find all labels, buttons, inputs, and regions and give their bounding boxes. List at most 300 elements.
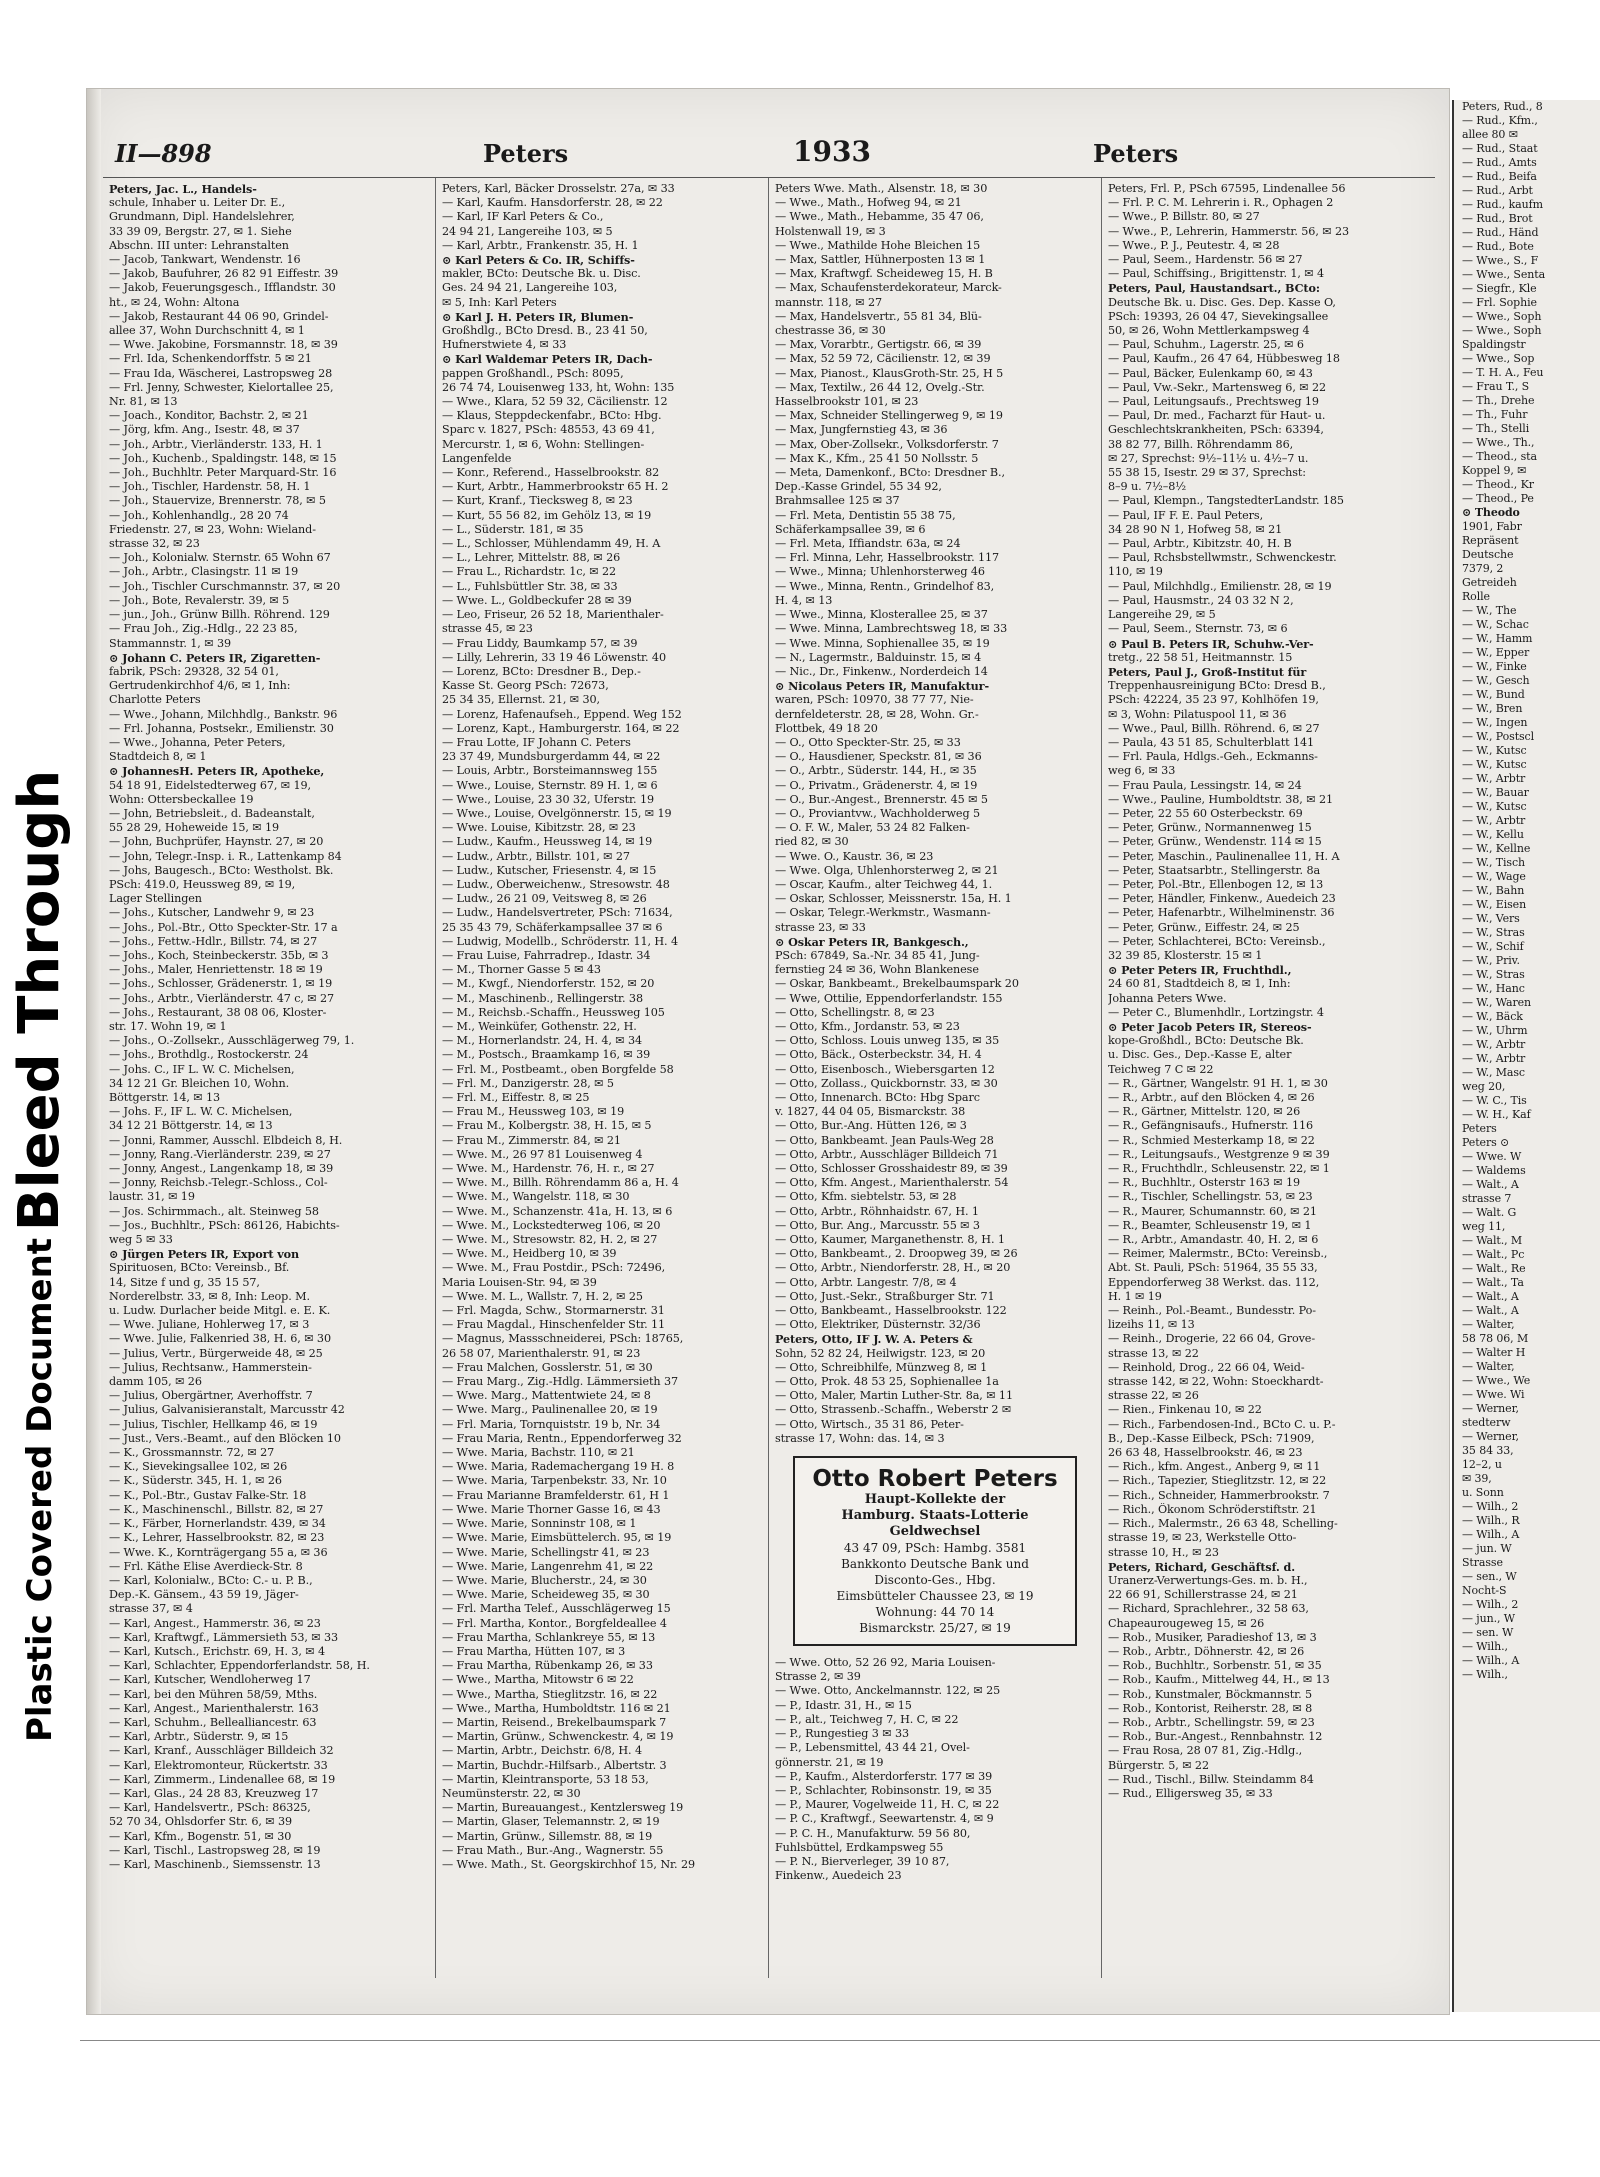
directory-entry: 110, ✉ 19	[1108, 565, 1163, 579]
directory-entry: — Wwe. Maria, Bachstr. 110, ✉ 21	[442, 1446, 635, 1460]
directory-entry: pappen Großhandl., PSch: 8095,	[442, 366, 624, 380]
directory-entry: u. Sonn	[1462, 1486, 1504, 1499]
directory-entry: — Otto, Arbtr. Langestr. 7/8, ✉ 4	[775, 1275, 957, 1289]
directory-entry: — Joh., Arbtr., Clasingstr. 11 ✉ 19	[109, 565, 299, 579]
directory-entry: — Otto, Arbtr., Niendorferstr. 28, H., ✉ 20	[775, 1261, 1011, 1275]
directory-entry: — Joh., Arbtr., Vierländerstr. 133, H. 1	[109, 437, 323, 451]
directory-entry: — Jos., Buchhltr., PSch: 86126, Habichts-	[109, 1218, 340, 1232]
directory-entry: — W., Kutsc	[1462, 744, 1527, 757]
directory-entry: — Frl. Magda, Schw., Stormarnerstr. 31	[442, 1304, 665, 1318]
directory-entry: — Wilh., A	[1462, 1654, 1520, 1667]
directory-entry: Bürgerstr. 5, ✉ 22	[1108, 1758, 1209, 1772]
bleed-through-text: Bleed Through	[7, 769, 73, 1231]
directory-page	[86, 88, 1450, 2015]
directory-entry: — Frau M., Zimmerstr. 84, ✉ 21	[442, 1133, 621, 1147]
directory-entry: — W., Bäck	[1462, 1010, 1523, 1023]
directory-entry: — Otto, Bankbeamt., 2. Droopweg 39, ✉ 26	[775, 1247, 1018, 1261]
directory-entry: 54 18 91, Eidelstedterweg 67, ✉ 19,	[109, 778, 312, 792]
directory-entry: — Joh., Tischler Curschmannstr. 37, ✉ 20	[109, 579, 341, 593]
directory-entry: — K., Sievekingsallee 102, ✉ 26	[109, 1460, 288, 1474]
directory-entry: — Richard, Sprachlehrer., 32 58 63,	[1108, 1602, 1309, 1616]
directory-entry: Charlotte Peters	[109, 693, 201, 707]
directory-entry: — P., Schlachter, Robinsonstr. 19, ✉ 35	[775, 1783, 992, 1797]
directory-entry: ⊙ Jürgen Peters IR, Export von	[109, 1247, 300, 1262]
directory-entry: — Oscar, Kaufm., alter Teichweg 44, 1.	[775, 877, 993, 891]
directory-entry: — W., Wage	[1462, 870, 1526, 883]
directory-entry: weg 20,	[1462, 1080, 1506, 1093]
directory-entry: ⊙ Johann C. Peters IR, Zigaretten-	[109, 650, 321, 665]
directory-entry: — Wwe., Mathilde Hohe Bleichen 15	[775, 238, 981, 252]
directory-entry: — Wwe. Marie, Eimsbüttelerch. 95, ✉ 19	[442, 1531, 672, 1545]
ad-line: Bismarckstr. 25/27, ✉ 19	[859, 1621, 1011, 1636]
header-left-word: Peters	[483, 139, 569, 168]
directory-entry: — W., Arbtr	[1462, 1052, 1526, 1065]
directory-entry: — Wwe. L., Goldbeckufer 28 ✉ 39	[442, 593, 632, 607]
directory-entry: — Johs., Fettw.-Hdlr., Billstr. 74, ✉ 27	[109, 934, 318, 948]
directory-entry: — Frl. Maria, Tornquiststr. 19 b, Nr. 34	[442, 1417, 661, 1431]
directory-entry: — Wwe., Louise, Ovelgönnerstr. 15, ✉ 19	[442, 806, 672, 820]
directory-entry: — Otto, Strassenb.-Schaffn., Weberstr 2 ✉	[775, 1403, 1012, 1417]
directory-entry: ✉ 39,	[1462, 1472, 1492, 1485]
directory-entry: — K., Maschinenschl., Billstr. 82, ✉ 27	[109, 1502, 324, 1516]
ad-line: Eimsbütteler Chaussee 23, ✉ 19	[836, 1589, 1034, 1604]
directory-entry: — Walt., Pc	[1462, 1248, 1525, 1261]
plastic-covered-label	[0, 1230, 80, 1750]
directory-entry: — Max, Jungfernstieg 43, ✉ 36	[775, 423, 948, 437]
directory-entry: — Rud., Tischl., Billw. Steindamm 84	[1108, 1772, 1314, 1786]
directory-entry: — W., Postscl	[1462, 730, 1535, 743]
directory-entry: — Paul, Kaufm., 26 47 64, Hübbesweg 18	[1108, 352, 1340, 366]
directory-entry: Deutsche	[1462, 548, 1514, 561]
directory-entry: — Walt., M	[1462, 1234, 1523, 1247]
directory-entry: Strasse 2, ✉ 39	[775, 1670, 861, 1684]
directory-entry: — Wwe. M., Hardenstr. 76, H. r., ✉ 27	[442, 1162, 655, 1176]
directory-entry: — Max K., Kfm., 25 41 50 Nollsstr. 5	[775, 451, 979, 465]
directory-entry: Neumünsterstr. 22, ✉ 30	[442, 1786, 581, 1800]
directory-entry: — W., Kellne	[1462, 842, 1531, 855]
directory-entry: Stadtdeich 8, ✉ 1	[109, 750, 207, 764]
directory-entry: 24 94 21, Langereihe 103, ✉ 5	[442, 224, 613, 238]
directory-entry: — Jonni, Rammer, Ausschl. Elbdeich 8, H.	[109, 1133, 343, 1147]
directory-entry: — Martin, Bureauangest., Kentzlersweg 19	[442, 1801, 684, 1815]
directory-entry: ⊙ Karl J. H. Peters IR, Blumen-	[442, 309, 634, 324]
directory-entry: — Otto, Bankbeamt. Jean Pauls-Weg 28	[775, 1133, 994, 1147]
directory-entry: — Karl, Kraftwgf., Lämmersieth 53, ✉ 33	[109, 1630, 339, 1644]
directory-entry: — Magnus, Massschneiderei, PSch: 18765,	[442, 1332, 684, 1346]
directory-entry: Peters, Frl. P., PSch 67595, Lindenallee 56	[1108, 182, 1346, 195]
directory-entry: strasse 10, H., ✉ 23	[1108, 1545, 1219, 1559]
directory-entry: strasse 142, ✉ 22, Wohn: Stoeckhardt-	[1108, 1375, 1324, 1389]
directory-entry: — Karl, Kaufm. Hansdorferstr. 28, ✉ 22	[442, 196, 663, 210]
directory-entry: — Otto, Eisenbosch., Wiebersgarten 12	[775, 1062, 995, 1076]
directory-entry: 25 34 35, Ellernst. 21, ✉ 30,	[442, 693, 600, 707]
directory-entry: — W., Hamm	[1462, 632, 1533, 645]
directory-entry: ✉ 5, Inh: Karl Peters	[442, 295, 557, 309]
directory-entry: — Kurt, Kranf., Tiecksweg 8, ✉ 23	[442, 494, 633, 508]
directory-entry: — Frl. M., Danzigerstr. 28, ✉ 5	[442, 1076, 614, 1090]
directory-entry: 7379, 2	[1462, 562, 1504, 575]
directory-entry: 26 63 48, Hasselbrookstr. 46, ✉ 23	[1108, 1446, 1303, 1460]
directory-entry: Uranerz-Verwertungs-Ges. m. b. H.,	[1108, 1573, 1308, 1587]
directory-entry: — Wwe. Olga, Uhlenhorsterweg 2, ✉ 21	[775, 863, 999, 877]
directory-entry: 34 12 21 Gr. Bleichen 10, Wohn.	[109, 1076, 290, 1090]
directory-entry: — Johs., Kutscher, Landwehr 9, ✉ 23	[109, 906, 315, 920]
directory-entry: H. 4, ✉ 13	[775, 593, 833, 607]
directory-entry: — Wwe. M., Frau Postdir., PSch: 72496,	[442, 1261, 666, 1275]
directory-entry: — Th., Fuhr	[1462, 408, 1528, 421]
directory-entry: — Peter, Maschin., Paulinenallee 11, H. A	[1108, 849, 1340, 863]
directory-entry: — Frl. Martha Telef., Ausschlägerweg 15	[442, 1602, 671, 1616]
directory-entry: — Wilh.,	[1462, 1640, 1508, 1653]
directory-entry: — Theod., Kr	[1462, 478, 1534, 491]
directory-entry: — Karl, Kranf., Ausschläger Billdeich 32	[109, 1744, 334, 1758]
directory-entry: — Rob., Buchhltr., Sorbenstr. 51, ✉ 35	[1108, 1659, 1322, 1673]
directory-entry: ⊙ Peter Jacob Peters IR, Stereos-	[1108, 1019, 1312, 1034]
directory-entry: — Wwe. Minna, Sophienallee 35, ✉ 19	[775, 636, 990, 650]
directory-entry: Großhdlg., BCto Dresd. B., 23 41 50,	[442, 324, 648, 338]
directory-entry: — Frl. Martha, Kontor., Borgfeldeallee 4	[442, 1616, 667, 1630]
header-year: 1933	[793, 135, 871, 168]
directory-entry: — Max, Sattler, Hühnerposten 13 ✉ 1	[775, 253, 986, 267]
directory-entry: — M., Kwgf., Niendorferstr. 152, ✉ 20	[442, 977, 655, 991]
directory-entry: — Johs, Baugesch., BCto: Westholst. Bk.	[109, 863, 334, 877]
directory-entry: — Th., Stelli	[1462, 422, 1530, 435]
directory-entry: — Otto, Schreibhilfe, Münzweg 8, ✉ 1	[775, 1360, 988, 1374]
directory-entry: — Walt., A	[1462, 1178, 1519, 1191]
directory-entry: — Paul, Hausmstr., 24 03 32 N 2,	[1108, 593, 1294, 607]
directory-entry: — T. H. A., Feu	[1462, 366, 1544, 379]
directory-entry: — Wwe. M. L., Wallstr. 7, H. 2, ✉ 25	[442, 1289, 643, 1303]
directory-entry: — Wwe. M., Heidberg 10, ✉ 39	[442, 1247, 617, 1261]
directory-entry: — Jonny, Rang.-Vierländerstr. 239, ✉ 27	[109, 1147, 331, 1161]
directory-entry: Finkenw., Auedeich 23	[775, 1869, 902, 1883]
directory-entry: Koppel 9, ✉	[1462, 464, 1527, 477]
directory-entry: — Wwe., Johann, Milchhdlg., Bankstr. 96	[109, 707, 338, 721]
directory-entry: — Johs., Pol.-Btr., Otto Speckter-Str. 17 a	[109, 920, 338, 934]
directory-entry: — P., alt., Teichweg 7, H. C, ✉ 22	[775, 1712, 959, 1726]
directory-entry: — Joh., Kuchenb., Spaldingstr. 148, ✉ 15	[109, 451, 337, 465]
directory-entry: — Wilh., A	[1462, 1528, 1520, 1541]
directory-entry: — W., Bund	[1462, 688, 1525, 701]
directory-entry: — Rob., Kontorist, Reiherstr. 28, ✉ 8	[1108, 1701, 1313, 1715]
directory-entry: weg 11,	[1462, 1220, 1506, 1233]
directory-entry: — Max, 52 59 72, Cäcilienstr. 12, ✉ 39	[775, 352, 991, 366]
ad-line: Wohnung: 44 70 14	[875, 1605, 995, 1620]
directory-entry: — Wwe., Louise, 23 30 32, Uferstr. 19	[442, 792, 655, 806]
directory-entry: damm 105, ✉ 26	[109, 1375, 202, 1389]
directory-entry: Repräsent	[1462, 534, 1519, 547]
directory-entry: — Paul, Seem., Sternstr. 73, ✉ 6	[1108, 622, 1288, 636]
directory-entry: — Reimer, Malermstr., BCto: Vereinsb.,	[1108, 1247, 1328, 1261]
directory-entry: — Johs., Brothdlg., Rostockerstr. 24	[109, 1048, 309, 1062]
directory-entry: PSch: 42224, 35 23 97, Kohlhöfen 19,	[1108, 693, 1319, 707]
directory-entry: — W., Kutsc	[1462, 800, 1527, 813]
directory-entry: Chapeaurougeweg 15, ✉ 26	[1108, 1616, 1265, 1630]
directory-entry: — Lorenz, BCto: Dresdner B., Dep.-	[442, 664, 641, 678]
directory-entry: 55 38 15, Isestr. 29 ✉ 37, Sprechst:	[1108, 466, 1306, 480]
ad-line: Disconto-Ges., Hbg.	[874, 1573, 996, 1588]
directory-entry: — Wwe., Klara, 52 59 32, Cäcilienstr. 12	[442, 395, 668, 409]
directory-entry: — Otto, Arbtr., Ausschläger Billdeich 71	[775, 1147, 999, 1161]
directory-entry: — P., Lebensmittel, 43 44 21, Ovel-	[775, 1741, 970, 1755]
directory-entry: — Rob., Musiker, Paradieshof 13, ✉ 3	[1108, 1630, 1317, 1644]
directory-entry: 25 35 43 79, Schäferkampsallee 37 ✉ 6	[442, 920, 663, 934]
directory-entry: — K., Grossmannstr. 72, ✉ 27	[109, 1446, 275, 1460]
directory-entry: — P., Maurer, Vogelweide 11, H. C, ✉ 22	[775, 1798, 1000, 1812]
directory-entry: — Oskar, Schlosser, Meissnerstr. 15a, H. 1	[775, 892, 1012, 906]
directory-entry: — Wwe. Marie, Sonninstr 108, ✉ 1	[442, 1517, 637, 1531]
directory-entry: strasse 7	[1462, 1192, 1512, 1205]
directory-entry: — Peter C., Blumenhdlr., Lortzingstr. 4	[1108, 1005, 1324, 1019]
directory-entry: Maria Louisen-Str. 94, ✉ 39	[442, 1275, 597, 1289]
directory-entry: — Rien., Finkenau 10, ✉ 22	[1108, 1403, 1262, 1417]
directory-entry: — O. F. W., Maler, 53 24 82 Falken-	[775, 821, 970, 835]
directory-entry: — Johs., O.-Zollsekr., Ausschlägerweg 79, 1.	[109, 1034, 355, 1048]
directory-entry: Geschlechtskrankheiten, PSch: 63394,	[1108, 423, 1324, 437]
directory-entry: Getreideh	[1462, 576, 1517, 589]
directory-entry: Peters, Otto, IF J. W. A. Peters &	[775, 1332, 973, 1347]
directory-entry: — Rud., Brot	[1462, 212, 1533, 225]
directory-entry: — Wwe. M., Schanzenstr. 41a, H. 13, ✉ 6	[442, 1204, 673, 1218]
directory-entry: — Karl, Tischl., Lastropsweg 28, ✉ 19	[109, 1843, 321, 1857]
directory-entry: — Wwe., Minna; Uhlenhorsterweg 46	[775, 565, 985, 579]
directory-entry: — Frau M., Kolbergstr. 38, H. 15, ✉ 5	[442, 1119, 652, 1133]
directory-entry: — Paul, Vw.-Sekr., Martensweg 6, ✉ 22	[1108, 380, 1326, 394]
directory-entry: u. Disc. Ges., Dep.-Kasse E, alter	[1108, 1048, 1292, 1062]
directory-entry: — Wwe. K., Kornträgergang 55 a, ✉ 36	[109, 1545, 328, 1559]
directory-entry: — Paul, Dr. med., Facharzt für Haut- u.	[1108, 409, 1326, 423]
directory-entry: 50, ✉ 26, Wohn Mettlerkampsweg 4	[1108, 324, 1310, 338]
directory-entry: makler, BCto: Deutsche Bk. u. Disc.	[442, 267, 641, 281]
directory-entry: — Frl. Sophie	[1462, 296, 1537, 309]
directory-entry: — Frl. Minna, Lehr, Hasselbrookstr. 117	[775, 551, 1000, 565]
directory-entry: — Johs. F., IF L. W. C. Michelsen,	[109, 1105, 293, 1119]
directory-entry: — Walt., Ta	[1462, 1276, 1524, 1289]
directory-entry: — Frau Marianne Bramfelderstr. 61, H 1	[442, 1488, 670, 1502]
directory-entry: — Paul, Milchhdlg., Emilienstr. 28, ✉ 19	[1108, 579, 1332, 593]
directory-entry: Hasselbrookstr 101, ✉ 23	[775, 395, 919, 409]
directory-entry: — Wwe. Marg., Paulinenallee 20, ✉ 19	[442, 1403, 658, 1417]
directory-entry: — W., Hanc	[1462, 982, 1525, 995]
directory-entry: ⊙ Peter Peters IR, Fruchthdl.,	[1108, 963, 1292, 978]
directory-entry: strasse 45, ✉ 23	[442, 622, 533, 636]
directory-entry: Peters, Rud., 8	[1462, 100, 1543, 113]
directory-entry: — W., Bahn	[1462, 884, 1525, 897]
directory-entry: — Reinhold, Drog., 22 66 04, Weid-	[1108, 1360, 1305, 1374]
directory-entry: — Wwe., P. J., Peutestr. 4, ✉ 28	[1108, 238, 1280, 252]
directory-entry: — Joh., Bote, Revalerstr. 39, ✉ 5	[109, 593, 290, 607]
ad-line: 43 47 09, PSch: Hambg. 3581	[843, 1541, 1027, 1556]
directory-entry: strasse 32, ✉ 23	[109, 537, 200, 551]
directory-entry: — Wwe. Marie, Schellingstr 41, ✉ 23	[442, 1545, 650, 1559]
directory-entry: — Otto, Bankbeamt., Hasselbrookstr. 122	[775, 1304, 1007, 1318]
directory-entry: — K., Lehrer, Hasselbrookstr. 82, ✉ 23	[109, 1531, 325, 1545]
directory-entry: — Martin, Reisend., Brekelbaumspark 7	[442, 1715, 667, 1729]
directory-entry: — Wwe. Maria, Rademachergang 19 H. 8	[442, 1460, 675, 1474]
directory-entry: — Frau Liddy, Baumkamp 57, ✉ 39	[442, 636, 638, 650]
directory-entry: 58 78 06, M	[1462, 1332, 1529, 1345]
directory-entry: — Max, Schneider Stellingerweg 9, ✉ 19	[775, 409, 1003, 423]
directory-entry: — Peter, Grünw., Eiffestr. 24, ✉ 25	[1108, 920, 1300, 934]
directory-entry: — Ludw., 26 21 09, Veitsweg 8, ✉ 26	[442, 892, 647, 906]
directory-entry: — Peter, Schlachterei, BCto: Vereinsb.,	[1108, 934, 1326, 948]
directory-entry: — K., Pol.-Btr., Gustav Falke-Str. 18	[109, 1488, 307, 1502]
directory-column-3	[769, 178, 1102, 1978]
directory-entry: Stammannstr. 1, ✉ 39	[109, 636, 231, 650]
directory-entry: — R., Gärtner, Wangelstr. 91 H. 1, ✉ 30	[1108, 1076, 1328, 1090]
directory-entry: — Joh., Tischler, Hardenstr. 58, H. 1	[109, 480, 311, 494]
directory-entry: — Wwe., Pauline, Humboldtstr. 38, ✉ 21	[1108, 792, 1333, 806]
directory-entry: Flottbek, 49 18 20	[775, 721, 878, 735]
directory-entry: strasse 13, ✉ 22	[1108, 1346, 1199, 1360]
directory-entry: — Max, Handelsvertr., 55 81 34, Blü-	[775, 309, 982, 323]
directory-entry: laustr. 31, ✉ 19	[109, 1190, 195, 1204]
directory-entry: B., Dep.-Kasse Eilbeck, PSch: 71909,	[1108, 1431, 1315, 1445]
directory-entry: — Siegfr., Kle	[1462, 282, 1537, 295]
directory-entry: — L., Lehrer, Mittelstr. 88, ✉ 26	[442, 551, 621, 565]
directory-entry: — Martin, Grünw., Schwenckestr. 4, ✉ 19	[442, 1730, 674, 1744]
directory-entry: — P. C., Kraftwgf., Seewartenstr. 4, ✉ 9	[775, 1812, 994, 1826]
directory-entry: u. Ludw. Durlacher beide Mitgl. e. E. K.	[109, 1304, 331, 1318]
directory-entry: — Karl, Zimmerm., Lindenallee 68, ✉ 19	[109, 1772, 336, 1786]
directory-entry: — N., Lagermstr., Balduinstr. 15, ✉ 4	[775, 650, 982, 664]
directory-entry: Wohn: Ottersbeckallee 19	[109, 792, 254, 806]
directory-entry: — Paul, Rchsbstellwmstr., Schwenckestr.	[1108, 551, 1337, 565]
directory-entry: — Paul, Schiffsing., Brigittenstr. 1, ✉ 4	[1108, 267, 1325, 281]
directory-entry: ⊙ JohannesH. Peters IR, Apotheke,	[109, 764, 325, 779]
directory-entry: — Kurt, Arbtr., Hammerbrookstr 65 H. 2	[442, 480, 669, 494]
directory-entry: ⊙ Oskar Peters IR, Bankgesch.,	[775, 934, 969, 949]
directory-entry: — Wwe., Martha, Humboldtstr. 116 ✉ 21	[442, 1701, 671, 1715]
directory-entry: Eppendorferweg 38 Werkst. das. 112,	[1108, 1275, 1320, 1289]
directory-entry: — Johs., Maler, Henriettenstr. 18 ✉ 19	[109, 963, 323, 977]
directory-entry: — Otto, Schellingstr. 8, ✉ 23	[775, 1005, 935, 1019]
directory-entry: — Wwe. Louise, Kibitzstr. 28, ✉ 23	[442, 821, 636, 835]
directory-entry: — M., Weinküfer, Gothenstr. 22, H.	[442, 1019, 637, 1033]
directory-entry: — Johs., Koch, Steinbeckerstr. 35b, ✉ 3	[109, 948, 329, 962]
directory-entry: — Karl, bei den Mühren 58/59, Mths.	[109, 1687, 318, 1701]
directory-entry: — Rich., Malermstr., 26 63 48, Schelling-	[1108, 1517, 1338, 1531]
directory-entry: — jun., W	[1462, 1612, 1515, 1625]
directory-column-1	[103, 178, 436, 1978]
directory-entry: — Ludw., Kutscher, Friesenstr. 4, ✉ 15	[442, 863, 657, 877]
directory-entry: Brahmsallee 125 ✉ 37	[775, 494, 900, 508]
directory-entry: — Martin, Buchdr.-Hilfsarb., Albertstr. 3	[442, 1758, 667, 1772]
directory-entry: — R., Schmied Mesterkamp 18, ✉ 22	[1108, 1133, 1315, 1147]
directory-entry: — L., Süderstr. 181, ✉ 35	[442, 522, 584, 536]
directory-entry: — Karl, Arbtr., Süderstr. 9, ✉ 15	[109, 1730, 289, 1744]
directory-entry: schule, Inhaber u. Leiter Dr. E.,	[109, 196, 286, 210]
directory-entry: — Rud., Bote	[1462, 240, 1534, 253]
directory-entry: — Max, Textilw., 26 44 12, Ovelg.-Str.	[775, 380, 985, 394]
directory-entry: — O., Bur.-Angest., Brennerstr. 45 ✉ 5	[775, 792, 988, 806]
ad-lines	[801, 1492, 1069, 1636]
directory-entry: — R., Buchhltr., Osterstr 163 ✉ 19	[1108, 1176, 1300, 1190]
directory-entry: Schäferkampsallee 39, ✉ 6	[775, 522, 926, 536]
directory-entry: Hufnerstwiete 4, ✉ 33	[442, 338, 567, 352]
directory-entry: — Jacob, Tankwart, Wendenstr. 16	[109, 253, 301, 267]
directory-entry: — Otto, Kfm., Jordanstr. 53, ✉ 23	[775, 1019, 960, 1033]
directory-entry: — Paul, Bäcker, Eulenkamp 60, ✉ 43	[1108, 366, 1313, 380]
directory-entry: — Peter, Hafenarbtr., Wilhelminenstr. 36	[1108, 906, 1335, 920]
directory-entry: fabrik, PSch: 29328, 32 54 01,	[109, 664, 279, 678]
directory-entry: 1901, Fabr	[1462, 520, 1522, 533]
directory-entry: — Karl, Arbtr., Frankenstr. 35, H. 1	[442, 238, 639, 252]
directory-entry: — Konr., Referend., Hasselbrookstr. 82	[442, 466, 660, 480]
directory-entry: Peters, Karl, Bäcker Drosselstr. 27a, ✉ 33	[442, 182, 675, 195]
directory-entry: — Frau L., Richardstr. 1c, ✉ 22	[442, 565, 617, 579]
directory-entry: — Wwe. Wi	[1462, 1388, 1525, 1401]
directory-entry: Peters Wwe. Math., Alsenstr. 18, ✉ 30	[775, 182, 988, 195]
directory-entry: — Karl, Angest., Marienthalerstr. 163	[109, 1701, 319, 1715]
directory-entry: — Joach., Konditor, Bachstr. 2, ✉ 21	[109, 409, 309, 423]
directory-entry: — Paula, 43 51 85, Schulterblatt 141	[1108, 735, 1315, 749]
directory-entry: — R., Arbtr., auf den Blöcken 4, ✉ 26	[1108, 1091, 1315, 1104]
directory-entry: — P. C. H., Manufakturw. 59 56 80,	[775, 1826, 971, 1840]
directory-entry: — Julius, Rechtsanw., Hammerstein-	[109, 1360, 312, 1374]
directory-entry: — John, Telegr.-Insp. i. R., Lattenkamp 84	[109, 849, 342, 863]
directory-entry: — Wwe., S., F	[1462, 254, 1539, 267]
directory-entry: Treppenhausreinigung BCto: Dresd B.,	[1108, 679, 1326, 693]
directory-entry: — O., Otto Speckter-Str. 25, ✉ 33	[775, 735, 961, 749]
directory-entry: — Frau Luise, Fahrradrep., Idastr. 34	[442, 948, 651, 962]
directory-entry: — Frau Martha, Hütten 107, ✉ 3	[442, 1644, 626, 1658]
directory-entry: — Walt., Re	[1462, 1262, 1526, 1275]
directory-entry: — Wwe., P. Billstr. 80, ✉ 27	[1108, 210, 1260, 224]
lottery-advertisement	[793, 1456, 1077, 1646]
directory-entry: — sen. W	[1462, 1626, 1514, 1639]
directory-entry: Norderelbstr. 33, ✉ 8, Inh: Leop. M.	[109, 1289, 310, 1303]
directory-entry: — Rud., Beifa	[1462, 170, 1537, 183]
directory-entry: — R., Tischler, Schellingstr. 53, ✉ 23	[1108, 1190, 1313, 1204]
directory-entry: — Karl, Schlachter, Eppendorferlandstr. 58, H.	[109, 1659, 370, 1673]
directory-entry: — Otto, Wirtsch., 35 31 86, Peter-	[775, 1417, 964, 1431]
directory-entry: — Paul, IF F. E. Paul Peters,	[1108, 508, 1264, 522]
directory-entry: 26 74 74, Louisenweg 133, ht, Wohn: 135	[442, 380, 675, 394]
directory-entry: — Peter, Grünw., Normannenweg 15	[1108, 821, 1312, 835]
directory-entry: — Walt., A	[1462, 1290, 1519, 1303]
directory-entry: — W., Masc	[1462, 1066, 1525, 1079]
directory-entry: — Frl. Johanna, Postsekr., Emilienstr. 30	[109, 721, 334, 735]
directory-entry: — Frl. Meta, Dentistin 55 38 75,	[775, 508, 956, 522]
directory-entry: — P. N., Bierverleger, 39 10 87,	[775, 1854, 950, 1868]
directory-entry: — Frau Ida, Wäscherei, Lastropsweg 28	[109, 366, 333, 380]
directory-entry: — Theod., sta	[1462, 450, 1537, 463]
directory-entry: — Frl. M., Eiffestr. 8, ✉ 25	[442, 1091, 590, 1104]
header-right-word: Peters	[1093, 139, 1179, 168]
directory-entry: — Frau Martha, Rübenkamp 26, ✉ 33	[442, 1659, 653, 1673]
directory-entry: — Wwe. W	[1462, 1150, 1522, 1163]
directory-entry: Peters, Richard, Geschäftsf. d.	[1108, 1559, 1296, 1574]
directory-entry: — Julius, Obergärtner, Averhoffstr. 7	[109, 1389, 313, 1403]
directory-entry: — Johs., Arbtr., Vierländerstr. 47 c, ✉ 27	[109, 991, 335, 1005]
directory-entry: — W., Bauar	[1462, 786, 1529, 799]
directory-entry: — Max, Vorarbtr., Gertigstr. 66, ✉ 39	[775, 338, 982, 352]
directory-entry: — Ludw., Handelsvertreter, PSch: 71634,	[442, 906, 673, 920]
directory-entry: — Wwe. O., Kaustr. 36, ✉ 23	[775, 849, 934, 863]
directory-entry: — jun., Joh., Grünw Billh. Röhrend. 129	[109, 608, 330, 622]
directory-entry: — Jörg, kfm. Ang., Isestr. 48, ✉ 37	[109, 423, 300, 437]
directory-entry: — Karl, Elektromonteur, Rückertstr. 33	[109, 1758, 328, 1772]
directory-entry: — Karl, Glas., 24 28 83, Kreuzweg 17	[109, 1786, 319, 1800]
directory-entry: — Frl. M., Postbeamt., oben Borgfelde 58	[442, 1062, 674, 1076]
ad-line: Hamburg. Staats-Lotterie	[841, 1508, 1029, 1524]
directory-entry: PSch: 19393, 26 04 47, Sievekingsallee	[1108, 309, 1329, 323]
directory-entry: — Otto, Maler, Martin Luther-Str. 8a, ✉ 11	[775, 1389, 1013, 1403]
directory-entry: — Wwe., Minna, Klosterallee 25, ✉ 37	[775, 608, 988, 622]
directory-entry: Peters ⊙	[1462, 1136, 1510, 1149]
directory-entry: — R., Arbtr., Amandastr. 40, H. 2, ✉ 6	[1108, 1233, 1319, 1247]
